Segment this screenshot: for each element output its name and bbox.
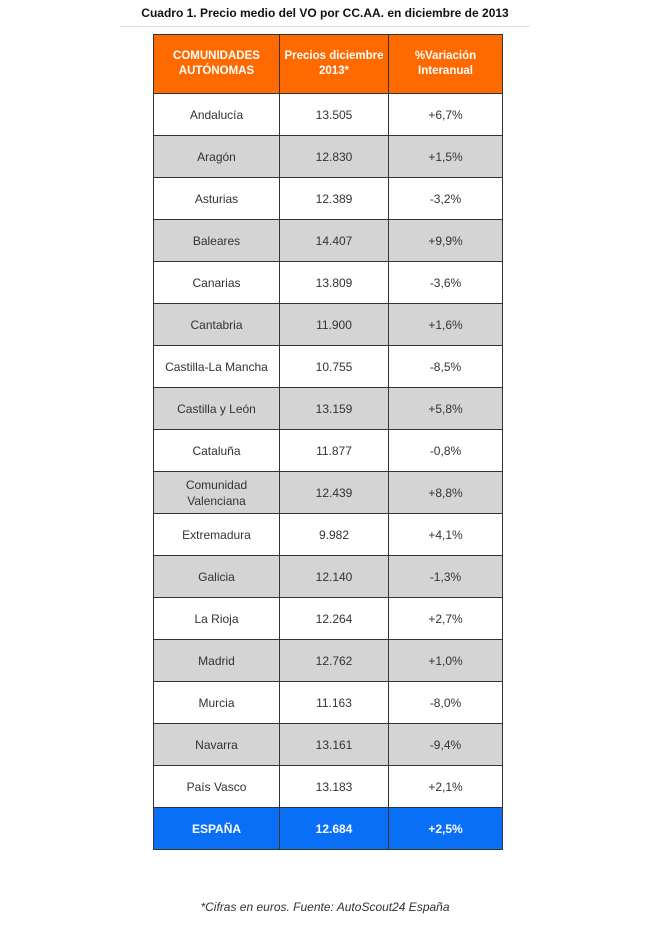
cell-variation: +1,0%	[389, 640, 503, 682]
cell-variation: +8,8%	[389, 472, 503, 514]
cell-price: 10.755	[280, 346, 389, 388]
table-row	[154, 220, 503, 262]
table-row	[154, 262, 503, 304]
cell-variation: -3,2%	[389, 178, 503, 220]
total-community: ESPAÑA	[154, 808, 280, 850]
cell-price: 11.163	[280, 682, 389, 724]
table-row	[154, 430, 503, 472]
cell-price: 12.830	[280, 136, 389, 178]
cell-price: 11.877	[280, 430, 389, 472]
cell-price: 11.900	[280, 304, 389, 346]
cell-community: Asturias	[154, 178, 280, 220]
cell-variation: +6,7%	[389, 94, 503, 136]
cell-community: Castilla-La Mancha	[154, 346, 280, 388]
cell-variation: +9,9%	[389, 220, 503, 262]
cell-variation: +2,1%	[389, 766, 503, 808]
title-bar	[120, 0, 530, 27]
cell-community: Cantabria	[154, 304, 280, 346]
total-price: 12.684	[280, 808, 389, 850]
cell-price: 13.159	[280, 388, 389, 430]
cell-variation: -9,4%	[389, 724, 503, 766]
cell-variation: -8,0%	[389, 682, 503, 724]
table-row	[154, 514, 503, 556]
cell-variation: +2,7%	[389, 598, 503, 640]
cell-price: 13.161	[280, 724, 389, 766]
table-row	[154, 640, 503, 682]
cell-community: Galicia	[154, 556, 280, 598]
table-row	[154, 346, 503, 388]
cell-variation: +5,8%	[389, 388, 503, 430]
price-table	[153, 34, 503, 850]
cell-community: Andalucía	[154, 94, 280, 136]
cell-community: Comunidad Valenciana	[154, 472, 280, 514]
cell-variation: -0,8%	[389, 430, 503, 472]
table-row	[154, 556, 503, 598]
cell-community: Castilla y León	[154, 388, 280, 430]
table-row	[154, 136, 503, 178]
cell-variation: +1,6%	[389, 304, 503, 346]
cell-price: 13.809	[280, 262, 389, 304]
cell-community: Murcia	[154, 682, 280, 724]
header-variation: %Variación Interanual	[389, 35, 503, 94]
cell-price: 14.407	[280, 220, 389, 262]
cell-community: Cataluña	[154, 430, 280, 472]
cell-price: 12.140	[280, 556, 389, 598]
cell-price: 12.762	[280, 640, 389, 682]
cell-variation: -8,5%	[389, 346, 503, 388]
cell-community: Madrid	[154, 640, 280, 682]
total-variation: +2,5%	[389, 808, 503, 850]
cell-variation: -3,6%	[389, 262, 503, 304]
cell-price: 13.183	[280, 766, 389, 808]
table-row	[154, 178, 503, 220]
footnote: *Cifras en euros. Fuente: AutoScout24 España	[200, 900, 450, 914]
cell-community: Baleares	[154, 220, 280, 262]
table-row	[154, 94, 503, 136]
cell-variation: +1,5%	[389, 136, 503, 178]
header-row	[154, 35, 503, 94]
cell-price: 9.982	[280, 514, 389, 556]
cell-variation: -1,3%	[389, 556, 503, 598]
table-row	[154, 304, 503, 346]
table-row	[154, 766, 503, 808]
table-row	[154, 472, 503, 514]
cell-price: 12.439	[280, 472, 389, 514]
header-community: COMUNIDADES AUTÓNOMAS	[154, 35, 280, 94]
table-row	[154, 682, 503, 724]
cell-community: La Rioja	[154, 598, 280, 640]
header-price: Precios diciembre 2013*	[280, 35, 389, 94]
cell-community: Canarias	[154, 262, 280, 304]
table-row	[154, 724, 503, 766]
cell-community: Navarra	[154, 724, 280, 766]
table-title: Cuadro 1. Precio medio del VO por CC.AA. en diciembre de 2013	[141, 6, 509, 20]
cell-variation: +4,1%	[389, 514, 503, 556]
total-row	[154, 808, 503, 850]
table-row	[154, 388, 503, 430]
cell-community: Aragón	[154, 136, 280, 178]
cell-price: 12.389	[280, 178, 389, 220]
cell-price: 12.264	[280, 598, 389, 640]
table-row	[154, 598, 503, 640]
cell-community: Extremadura	[154, 514, 280, 556]
cell-community: País Vasco	[154, 766, 280, 808]
cell-price: 13.505	[280, 94, 389, 136]
